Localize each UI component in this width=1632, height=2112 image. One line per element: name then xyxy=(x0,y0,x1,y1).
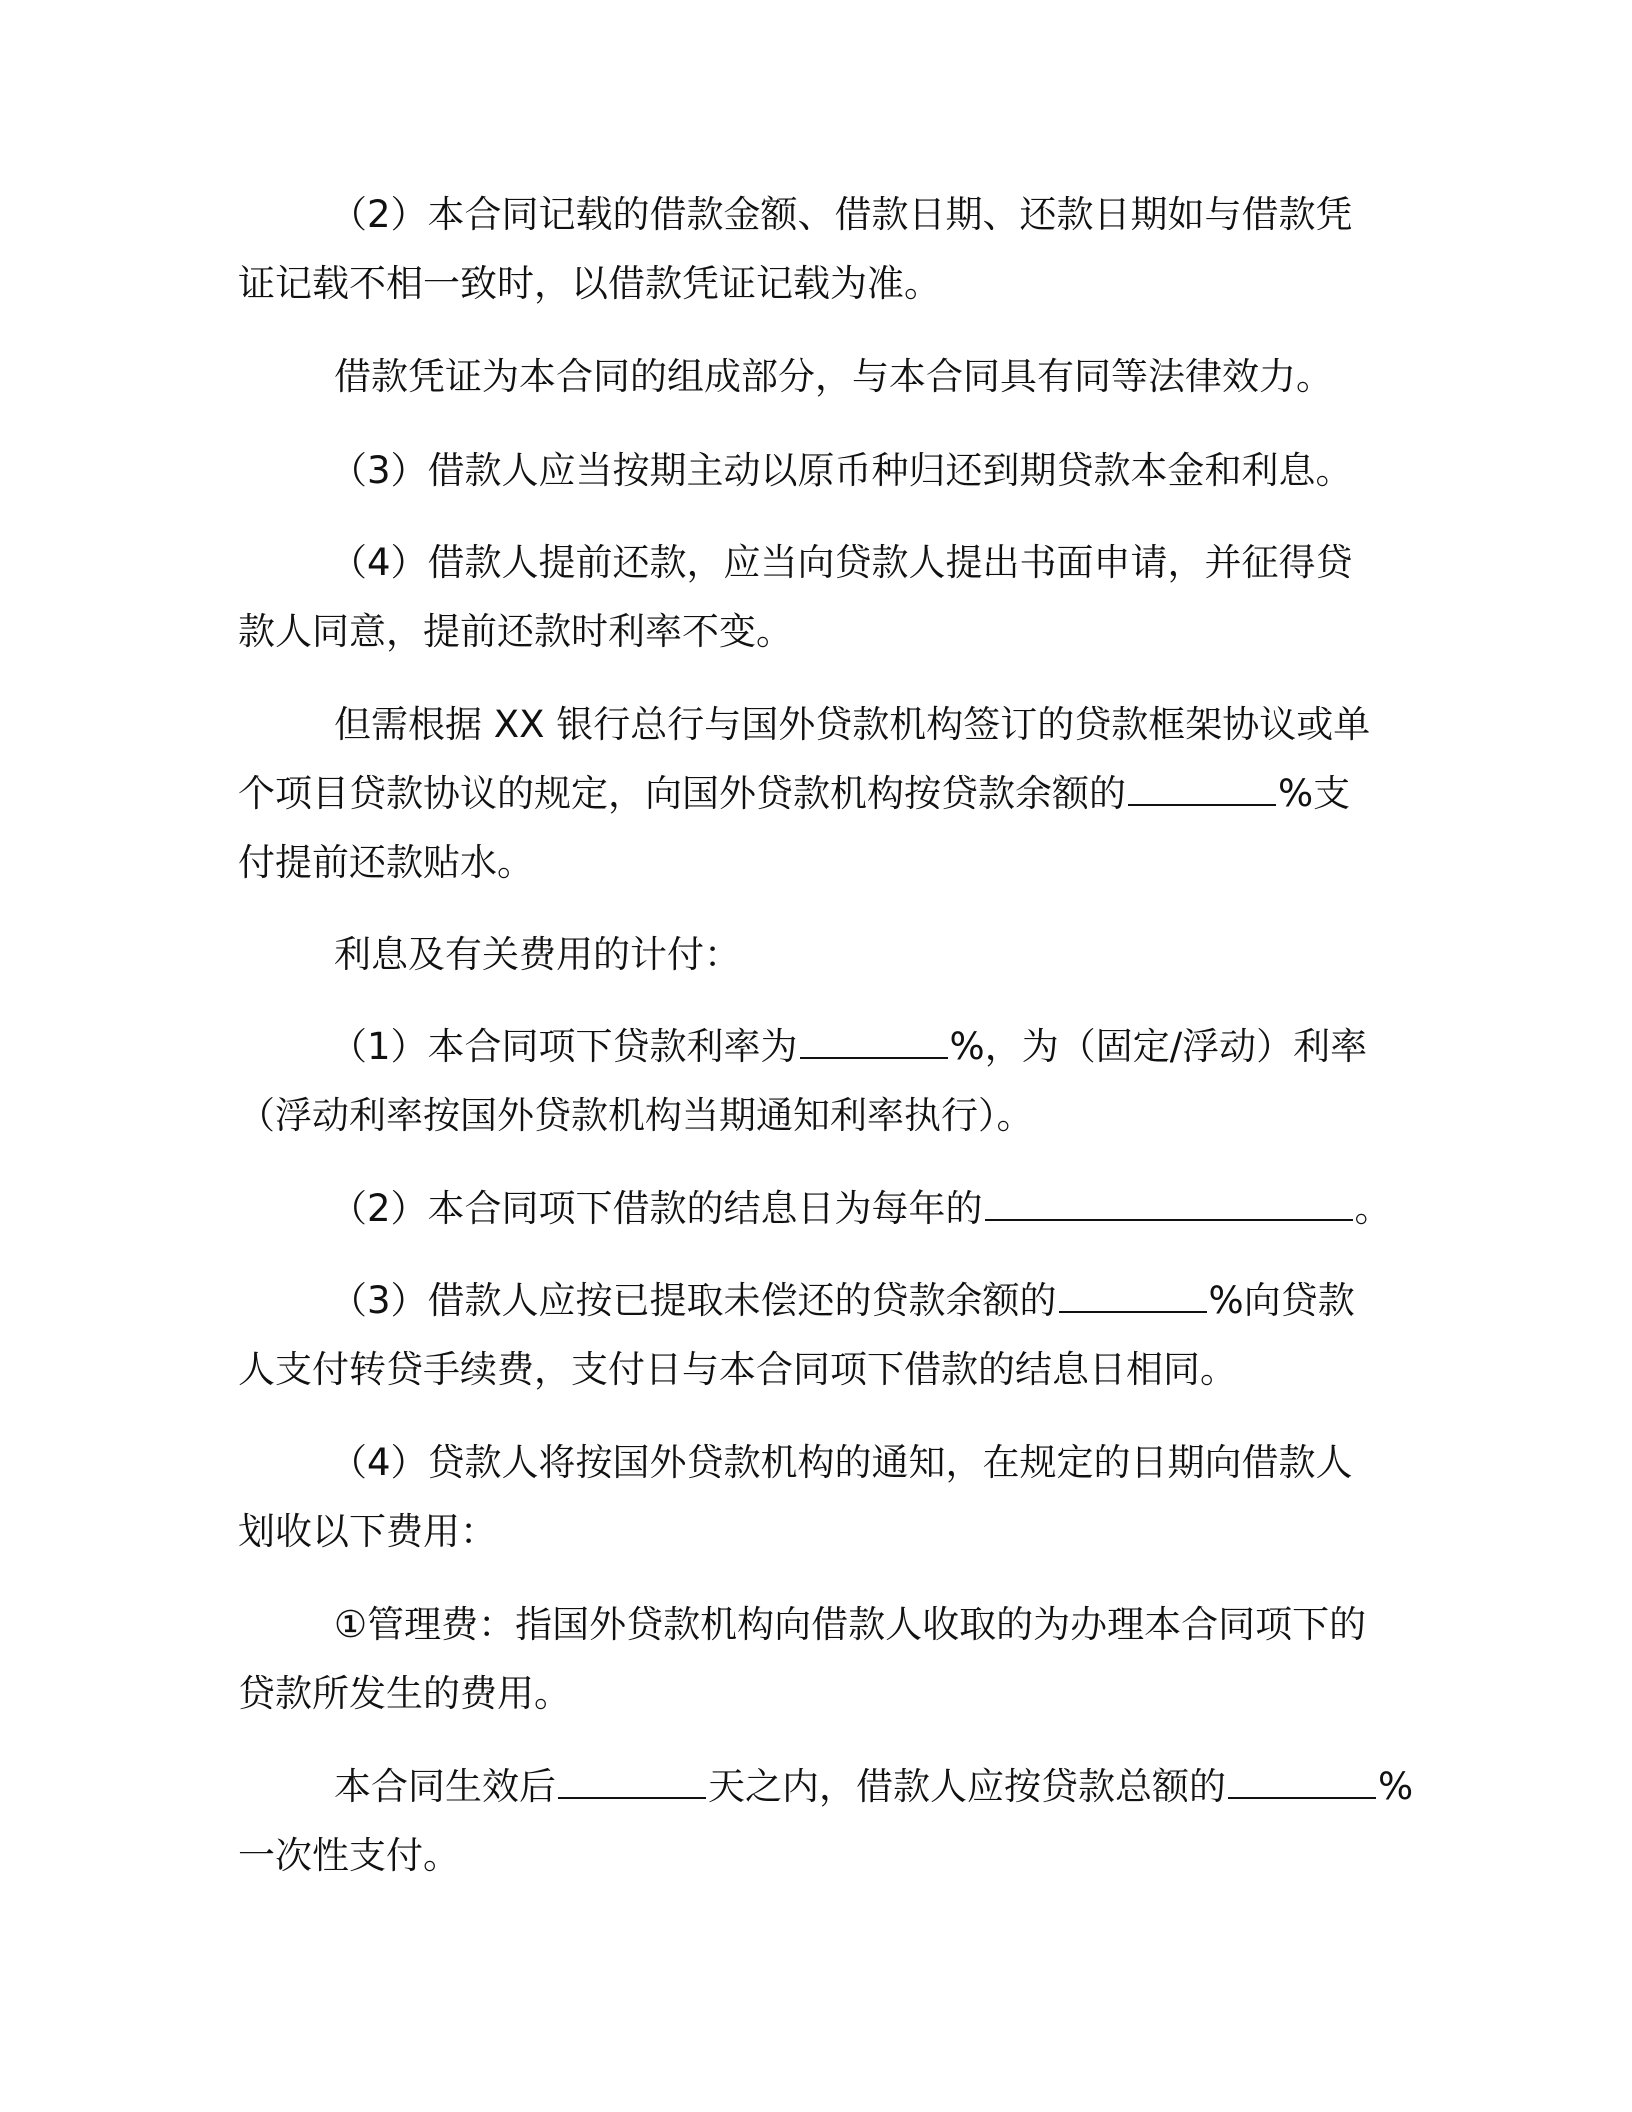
paragraph-repay-on-schedule xyxy=(238,436,1410,505)
text-line xyxy=(238,1266,1410,1335)
text-line: 但需根据 XX 银行总行与国外贷款机构签订的贷款框架协议或单 xyxy=(334,703,1371,746)
text-line: ①管理费：指国外贷款机构向借款人收取的为办理本合同项下的 xyxy=(334,1603,1367,1646)
text-line: （3）借款人应当按期主动以原币种归还到期贷款本金和利息。 xyxy=(330,449,1353,492)
text-line xyxy=(238,1012,1410,1081)
fill-in-blank xyxy=(558,1757,706,1799)
text-line: 人支付转贷手续费，支付日与本合同项下借款的结息日相同。 xyxy=(238,1348,1237,1391)
paragraph-voucher-validity xyxy=(238,342,1410,411)
paragraph-early-repayment-premium xyxy=(238,690,1410,897)
text-segment: （3）借款人应按已提取未偿还的贷款余额的 xyxy=(330,1279,1057,1322)
text-segment: 本合同生效后 xyxy=(334,1765,556,1808)
text-line: （4）贷款人将按国外贷款机构的通知，在规定的日期向借款人 xyxy=(330,1441,1353,1484)
fill-in-blank xyxy=(1128,764,1276,806)
text-line: （浮动利率按国外贷款机构当期通知利率执行）。 xyxy=(238,1094,1034,1137)
section-heading-interest-fees xyxy=(238,920,1410,989)
text-segment: （2）本合同项下借款的结息日为每年的 xyxy=(330,1187,983,1230)
fill-in-blank xyxy=(1059,1271,1207,1313)
text-line: 借款凭证为本合同的组成部分，与本合同具有同等法律效力。 xyxy=(334,355,1333,398)
paragraph-relending-fee xyxy=(238,1266,1410,1404)
text-line: 划收以下费用： xyxy=(238,1510,497,1553)
fill-in-blank xyxy=(800,1017,948,1059)
paragraph-management-fee xyxy=(238,1590,1410,1728)
paragraph-early-repayment xyxy=(238,528,1410,666)
text-line: 一次性支付。 xyxy=(238,1834,460,1877)
text-segment: 天之内，借款人应按贷款总额的 xyxy=(708,1765,1226,1808)
text-line: （2）本合同记载的借款金额、借款日期、还款日期如与借款凭 xyxy=(330,193,1353,236)
text-line: 利息及有关费用的计付： xyxy=(334,933,741,976)
text-line xyxy=(238,1174,1410,1243)
fill-in-blank xyxy=(1228,1757,1376,1799)
text-segment: （1）本合同项下贷款利率为 xyxy=(330,1025,798,1068)
text-line: 贷款所发生的费用。 xyxy=(238,1672,571,1715)
paragraph-settlement-date xyxy=(238,1174,1410,1243)
paragraph-lump-sum-payment xyxy=(238,1752,1414,1890)
text-segment: %向贷款 xyxy=(1208,1279,1355,1322)
text-segment: 个项目贷款协议的规定，向国外贷款机构按贷款余额的 xyxy=(238,772,1126,815)
text-segment: % xyxy=(1378,1765,1414,1808)
text-segment: %，为（固定/浮动）利率 xyxy=(949,1025,1368,1068)
text-segment: %支 xyxy=(1278,772,1351,815)
paragraph-lender-charges xyxy=(238,1428,1410,1566)
paragraph-repayment-voucher xyxy=(238,180,1410,318)
text-line: （4）借款人提前还款，应当向贷款人提出书面申请，并征得贷 xyxy=(330,541,1353,584)
text-line: 证记载不相一致时，以借款凭证记载为准。 xyxy=(238,262,941,305)
text-line xyxy=(238,759,1410,828)
fill-in-blank xyxy=(985,1179,1353,1221)
paragraph-interest-rate xyxy=(238,1012,1410,1150)
text-line: 款人同意，提前还款时利率不变。 xyxy=(238,610,793,653)
text-line xyxy=(238,1752,1414,1821)
text-line: 付提前还款贴水。 xyxy=(238,841,534,884)
text-segment: 。 xyxy=(1354,1187,1392,1230)
